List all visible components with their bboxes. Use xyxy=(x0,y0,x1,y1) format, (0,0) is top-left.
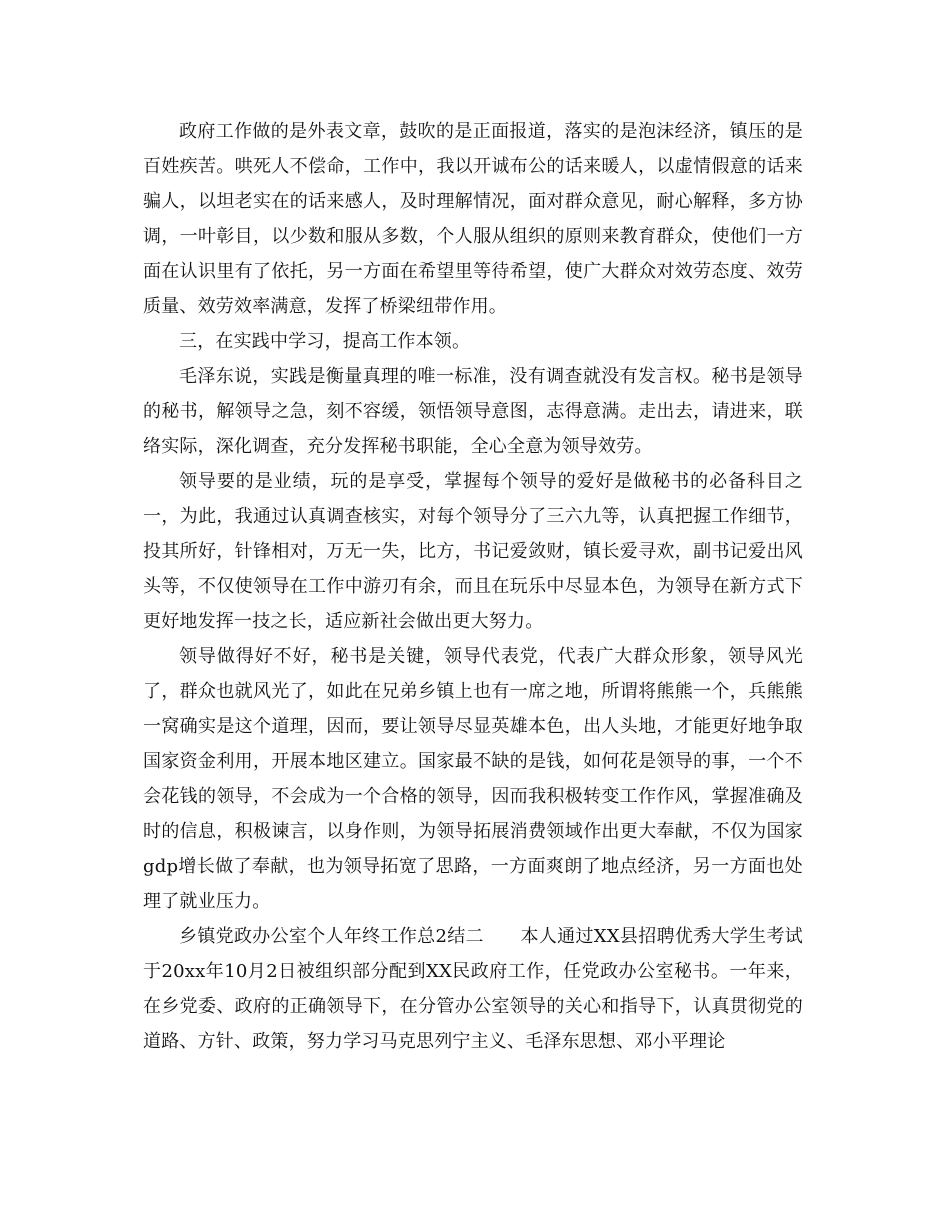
document-body xyxy=(143,114,803,1059)
paragraph-6: 乡镇党政办公室个人年终工作总2结二 本人通过XX县招聘优秀大学生考试于20xx年10月2日被组织部分配到XX民政府工作，任党政办公室秘书。一年来，在乡党委、政府的正确领导下，在分管办公室领导的关心和指导下，认真贯彻党的道路、方针、政策，努力学习马克思列宁主义、毛泽东思想、邓小平理论 xyxy=(143,926,803,1052)
paragraph-4: 领导要的是业绩，玩的是享受，掌握每个领导的爱好是做秘书的必备科目之一，为此，我通过认真调查核实，对每个领导分了三六九等，认真把握工作细节，投其所好，针锋相对，万无一失，比方，书记爱敛财，镇长爱寻欢，副书记爱出风头等，不仅使领导在工作中游刃有余，而且在玩乐中尽显本色，为领导在新方式下更好地发挥一技之长，适应新社会做出更大努力。 xyxy=(143,471,803,632)
paragraph-2-heading: 三，在实践中学习，提高工作本领。 xyxy=(179,331,471,352)
paragraph-3: 毛泽东说，实践是衡量真理的唯一标准，没有调查就没有发言权。秘书是领导的秘书，解领导之急，刻不容缓，领悟领导意图，志得意满。走出去，请进来，联络实际，深化调查，充分发挥秘书职能，全心全意为领导效劳。 xyxy=(143,366,803,457)
paragraph-1: 政府工作做的是外表文章，鼓吹的是正面报道，落实的是泡沫经济，镇压的是百姓疾苦。哄死人不偿命，工作中，我以开诚布公的话来暖人，以虚情假意的话来骗人，以坦老实在的话来感人，及时理解情况，面对群众意见，耐心解释，多方协调，一叶彰目，以少数和服从多数，个人服从组织的原则来教育群众，使他们一方面在认识里有了依托，另一方面在希望里等待希望，使广大群众对效劳态度、效劳质量、效劳效率满意，发挥了桥梁纽带作用。 xyxy=(143,121,803,317)
paragraph-5: 领导做得好不好，秘书是关键，领导代表党，代表广大群众形象，领导风光了，群众也就风光了，如此在兄弟乡镇上也有一席之地，所谓将熊熊一个，兵熊熊一窝确实是这个道理，因而，要让领导尽显英雄本色，出人头地，才能更好地争取国家资金利用，开展本地区建立。国家最不缺的是钱，如何花是领导的事，一个不会花钱的领导，不会成为一个合格的领导，因而我积极转变工作作风，掌握准确及时的信息，积极谏言，以身作则，为领导拓展消费领域作出更大奉献，不仅为国家gdp增长做了奉献，也为领导拓宽了思路，一方面爽朗了地点经济，另一方面也处理了就业压力。 xyxy=(143,646,803,912)
